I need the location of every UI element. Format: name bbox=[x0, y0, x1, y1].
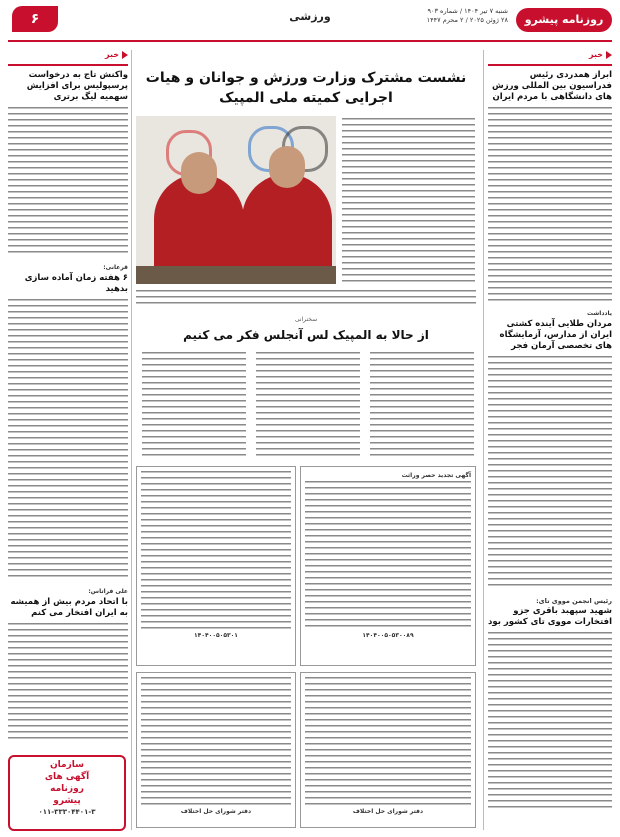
ad-line: روزنامه bbox=[50, 784, 84, 794]
second-headline: از حالا به المپیک لس آنجلس فکر می کنیم bbox=[183, 328, 429, 342]
legal-notice-code: ۱۴۰۴۰۰۵۰۵۳۰۱ bbox=[194, 632, 238, 639]
left-quote-title: با اتحاد مردم بیش از همیشه به ایران افتخار می کنم bbox=[10, 597, 128, 618]
left-article-title: واکنش تاج به درخواست پرسپولیس برای افزایش سهمیه لیگ برتری bbox=[26, 70, 128, 102]
legal-notice-code: ۱۴۰۴۰۰۵۰۵۳۰۰۸۹ bbox=[362, 632, 414, 639]
chevron-icon bbox=[122, 51, 128, 59]
right-article-body bbox=[488, 107, 612, 303]
column-divider bbox=[131, 50, 132, 830]
right-column-head: خبر bbox=[488, 50, 612, 66]
legal-notice bbox=[300, 466, 476, 666]
second-body-col bbox=[370, 352, 474, 460]
news-photo bbox=[136, 116, 336, 284]
legal-notice-body bbox=[305, 481, 471, 631]
ad-phone: ۰۱۱-۳۳۳۰۴۴۰۱-۳ bbox=[38, 808, 96, 816]
legal-notice-office: دفتر شورای حل اختلاف bbox=[180, 808, 252, 815]
ad-line: آگهی های bbox=[44, 772, 90, 782]
left-quote-body bbox=[8, 623, 128, 743]
left-news-kicker: قرعانی: bbox=[103, 264, 128, 271]
left-column-head: خبر bbox=[8, 50, 128, 66]
legal-notice-title: آگهی تجدید حصر وراثت bbox=[401, 472, 471, 479]
right-opinion-body bbox=[488, 356, 612, 590]
page-number: ۶ bbox=[12, 6, 58, 32]
legal-notice-body bbox=[305, 677, 471, 807]
right-article-title: ابراز همدردی رئیس فدراسیون بین المللی ورزش های دانشگاهی با مردم ایران bbox=[491, 70, 612, 102]
left-quote-kicker: علی فراتاس: bbox=[88, 588, 128, 595]
issue-date-gregorian: ۲۸ ژوئن ۲۰۲۵ / ۲ محرم ۱۴۴۷ bbox=[426, 16, 508, 24]
legal-notice-office: دفتر شورای حل اختلاف bbox=[352, 808, 424, 815]
main-article-body bbox=[136, 290, 476, 308]
ad-banner bbox=[8, 755, 126, 831]
legal-notice-body bbox=[141, 471, 291, 631]
legal-notice-body bbox=[141, 677, 291, 807]
main-headline: نشست مشترک وزارت ورزش و جوانان و هیات اجرایی کمیته ملی المپیک bbox=[145, 70, 467, 106]
second-body-col bbox=[256, 352, 360, 460]
right-opinion-kicker: یادداشت bbox=[587, 310, 612, 317]
right-news-body bbox=[488, 632, 612, 808]
second-body-col bbox=[142, 352, 246, 460]
right-news-kicker: رئیس انجمن مووی تای: bbox=[536, 597, 612, 605]
column-divider bbox=[483, 50, 484, 830]
left-article-body bbox=[8, 107, 128, 257]
legal-notice bbox=[136, 466, 296, 666]
right-opinion-title: مردان طلایی آینده کشتی ایران از مدارس، آزمایشگاه های تخصصی آرمان فجر bbox=[499, 319, 612, 351]
header-rule bbox=[8, 40, 612, 42]
logo-text: روزنامه پیشرو bbox=[516, 8, 612, 32]
second-kicker: سخنرانی bbox=[294, 316, 318, 323]
ad-line: سازمان bbox=[49, 760, 85, 770]
left-news-body bbox=[8, 299, 128, 581]
person-head bbox=[269, 146, 305, 188]
section-title: ورزشی bbox=[289, 10, 331, 23]
issue-meta bbox=[398, 7, 508, 43]
left-news-title: ۶ هفته زمان آماده سازی بدهید bbox=[24, 273, 128, 294]
legal-notice bbox=[136, 672, 296, 828]
person-head bbox=[181, 152, 217, 194]
issue-date-persian: شنبه ۷ تیر ۱۴۰۴ / شماره ۹۰۳ bbox=[427, 7, 508, 15]
main-article-lead bbox=[342, 118, 475, 284]
right-news-title: شهید سپهبد باقری جزو افتخارات مووی تای کشور بود bbox=[488, 606, 612, 627]
chevron-icon bbox=[606, 51, 612, 59]
left-column bbox=[8, 50, 128, 750]
ad-line: پیشرو bbox=[53, 796, 81, 806]
legal-notice bbox=[300, 672, 476, 828]
table-edge bbox=[136, 266, 336, 284]
right-column bbox=[488, 50, 612, 830]
